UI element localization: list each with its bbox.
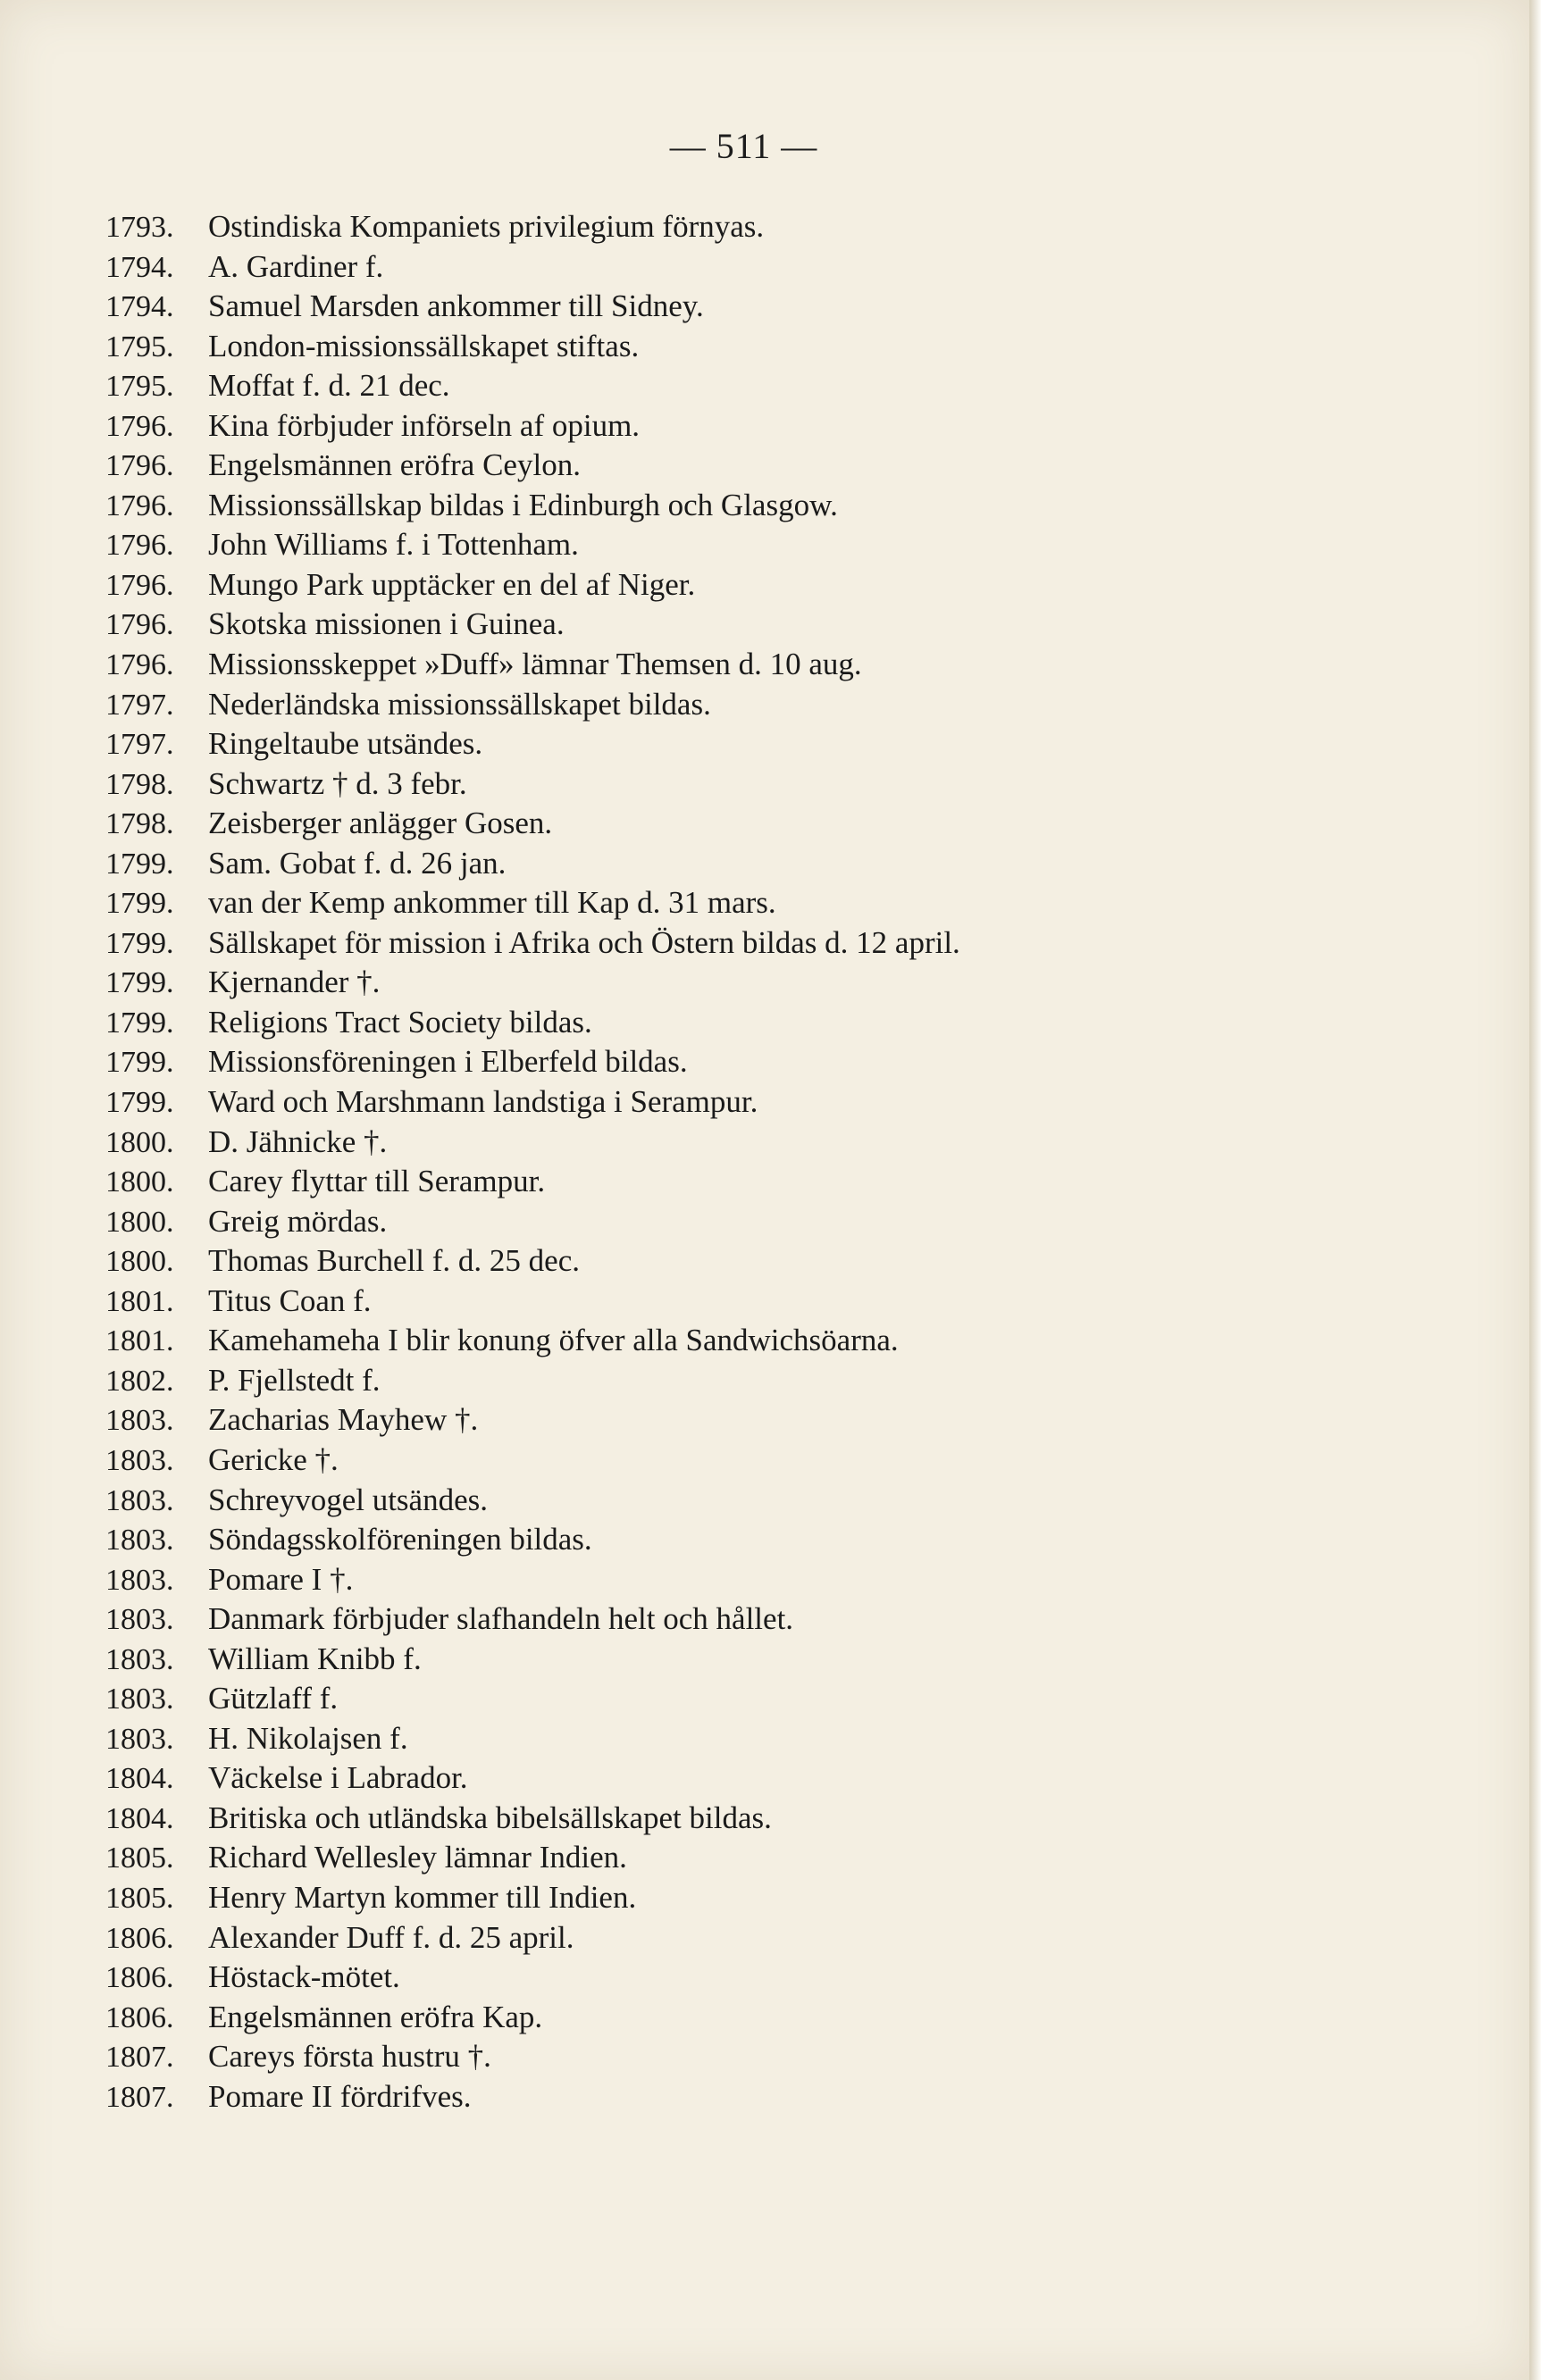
entry-year: 1803. bbox=[105, 1603, 174, 1637]
chronology-entry bbox=[105, 1599, 960, 1640]
entry-text: Gützlaff f. bbox=[208, 1681, 339, 1716]
chronology-entry bbox=[105, 1400, 960, 1441]
chronology-entry bbox=[105, 366, 960, 406]
entry-text: Greig mördas. bbox=[208, 1203, 388, 1239]
entry-year: 1797. bbox=[105, 688, 174, 722]
entry-year: 1794. bbox=[105, 250, 174, 284]
entry-year: 1801. bbox=[105, 1284, 174, 1318]
entry-year: 1794. bbox=[105, 290, 174, 324]
entry-year: 1799. bbox=[105, 926, 174, 960]
chronology-entry bbox=[105, 1640, 960, 1680]
chronology-entry bbox=[105, 1481, 960, 1521]
chronology-entry bbox=[105, 923, 960, 964]
entry-year: 1800. bbox=[105, 1245, 174, 1279]
entry-year: 1807. bbox=[105, 2080, 174, 2114]
chronology-entry bbox=[105, 1003, 960, 1043]
entry-text: Zacharias Mayhew †. bbox=[208, 1402, 479, 1438]
chronology-entry bbox=[105, 1758, 960, 1799]
chronology-entry bbox=[105, 804, 960, 844]
entry-text: P. Fjellstedt f. bbox=[208, 1362, 381, 1398]
chronology-entry bbox=[105, 1282, 960, 1322]
entry-text: John Williams f. i Tottenham. bbox=[208, 527, 579, 563]
entry-year: 1800. bbox=[105, 1125, 174, 1159]
entry-year: 1806. bbox=[105, 1961, 174, 1995]
entry-year: 1797. bbox=[105, 728, 174, 762]
entry-text: Zeisberger anlägger Gosen. bbox=[208, 806, 553, 841]
entry-year: 1795. bbox=[105, 330, 174, 363]
entry-year: 1798. bbox=[105, 807, 174, 841]
entry-year: 1807. bbox=[105, 2041, 174, 2075]
entry-text: Samuel Marsden ankommer till Sidney. bbox=[208, 288, 704, 324]
entry-text: Väckelse i Labrador. bbox=[208, 1760, 468, 1796]
entry-year: 1796. bbox=[105, 568, 174, 602]
chronology-entry bbox=[105, 1958, 960, 1998]
chronology-entry bbox=[105, 685, 960, 725]
entry-text: A. Gardiner f. bbox=[208, 248, 384, 284]
entry-text: Religions Tract Society bildas. bbox=[208, 1004, 592, 1040]
entry-year: 1805. bbox=[105, 1881, 174, 1915]
entry-year: 1800. bbox=[105, 1165, 174, 1199]
entry-year: 1799. bbox=[105, 887, 174, 921]
chronology-entry bbox=[105, 724, 960, 764]
chronology-entry bbox=[105, 287, 960, 327]
entry-text: Moffat f. d. 21 dec. bbox=[208, 368, 450, 404]
entry-text: D. Jähnicke †. bbox=[208, 1123, 388, 1159]
chronology-entry bbox=[105, 1361, 960, 1401]
entry-year: 1796. bbox=[105, 529, 174, 563]
entry-year: 1805. bbox=[105, 1841, 174, 1875]
chronology-entry bbox=[105, 525, 960, 565]
entry-year: 1803. bbox=[105, 1683, 174, 1716]
entry-year: 1800. bbox=[105, 1205, 174, 1239]
entry-text: Kjernander †. bbox=[208, 965, 381, 1000]
entry-year: 1803. bbox=[105, 1483, 174, 1517]
entry-text: Nederländska missionssällskapet bildas. bbox=[208, 686, 711, 722]
entry-year: 1799. bbox=[105, 1086, 174, 1120]
entry-text: London-missionssällskapet stiftas. bbox=[208, 328, 640, 363]
entry-year: 1803. bbox=[105, 1563, 174, 1597]
entry-year: 1796. bbox=[105, 409, 174, 443]
chronology-entry bbox=[105, 1520, 960, 1560]
chronology-entry bbox=[105, 1202, 960, 1242]
entry-text: Carey flyttar till Serampur. bbox=[208, 1164, 546, 1199]
chronology-entry bbox=[105, 207, 960, 247]
chronology-entry bbox=[105, 1878, 960, 1918]
entry-text: Danmark förbjuder slafhandeln helt och hållet. bbox=[208, 1601, 794, 1637]
entry-year: 1804. bbox=[105, 1762, 174, 1796]
entry-text: Kamehameha I blir konung öfver alla Sandwichsöarna. bbox=[208, 1323, 899, 1358]
chronology-entry bbox=[105, 327, 960, 367]
entry-year: 1801. bbox=[105, 1324, 174, 1358]
entry-text: Missionsföreningen i Elberfeld bildas. bbox=[208, 1044, 688, 1080]
chronology-entry bbox=[105, 2037, 960, 2077]
chronology-entry bbox=[105, 1042, 960, 1082]
entry-text: Thomas Burchell f. d. 25 dec. bbox=[208, 1243, 581, 1279]
page-edge bbox=[1529, 0, 1541, 2380]
entry-text: William Knibb f. bbox=[208, 1641, 422, 1676]
entry-text: Pomare I †. bbox=[208, 1561, 354, 1597]
entry-year: 1798. bbox=[105, 767, 174, 801]
chronology-entry bbox=[105, 645, 960, 685]
entry-year: 1796. bbox=[105, 608, 174, 642]
entry-text: Pomare II fördrifves. bbox=[208, 2078, 472, 2114]
entry-text: Söndagsskolföreningen bildas. bbox=[208, 1522, 592, 1557]
entry-text: Schreyvogel utsändes. bbox=[208, 1482, 488, 1517]
entry-text: Missionssällskap bildas i Edinburgh och Glasgow. bbox=[208, 487, 838, 522]
chronology-list bbox=[105, 207, 960, 2117]
chronology-entry bbox=[105, 486, 960, 526]
entry-text: Schwartz † d. 3 febr. bbox=[208, 765, 467, 801]
entry-year: 1806. bbox=[105, 1921, 174, 1955]
entry-year: 1799. bbox=[105, 847, 174, 881]
entry-text: Sam. Gobat f. d. 26 jan. bbox=[208, 845, 507, 881]
entry-year: 1806. bbox=[105, 2000, 174, 2034]
chronology-entry bbox=[105, 1441, 960, 1481]
entry-year: 1802. bbox=[105, 1364, 174, 1398]
entry-text: H. Nikolajsen f. bbox=[208, 1720, 408, 1756]
entry-text: Kina förbjuder införseln af opium. bbox=[208, 407, 641, 443]
entry-text: Ringeltaube utsändes. bbox=[208, 726, 483, 762]
page-number: — 511 — bbox=[669, 126, 818, 166]
chronology-entry bbox=[105, 2077, 960, 2117]
entry-year: 1803. bbox=[105, 1443, 174, 1477]
chronology-entry bbox=[105, 883, 960, 923]
entry-text: Titus Coan f. bbox=[208, 1282, 372, 1318]
chronology-entry bbox=[105, 247, 960, 288]
chronology-entry bbox=[105, 446, 960, 486]
entry-text: Engelsmännen eröfra Ceylon. bbox=[208, 447, 581, 483]
chronology-entry bbox=[105, 1560, 960, 1600]
chronology-entry bbox=[105, 764, 960, 805]
entry-text: Gericke †. bbox=[208, 1441, 339, 1477]
entry-year: 1793. bbox=[105, 211, 174, 244]
entry-text: Ward och Marshmann landstiga i Serampur. bbox=[208, 1084, 758, 1120]
entry-text: Skotska missionen i Guinea. bbox=[208, 606, 565, 642]
chronology-entry bbox=[105, 1799, 960, 1839]
entry-text: Engelsmännen eröfra Kap. bbox=[208, 1999, 543, 2034]
chronology-entry bbox=[105, 1998, 960, 2038]
entry-text: Sällskapet för mission i Afrika och Östern bildas d. 12 april. bbox=[208, 924, 960, 960]
entry-year: 1799. bbox=[105, 966, 174, 1000]
entry-text: Alexander Duff f. d. 25 april. bbox=[208, 1919, 574, 1955]
chronology-entry bbox=[105, 1838, 960, 1878]
chronology-entry bbox=[105, 406, 960, 447]
entry-year: 1796. bbox=[105, 449, 174, 483]
chronology-entry bbox=[105, 565, 960, 605]
entry-year: 1799. bbox=[105, 1006, 174, 1040]
entry-text: Richard Wellesley lämnar Indien. bbox=[208, 1840, 627, 1875]
entry-year: 1803. bbox=[105, 1642, 174, 1676]
chronology-entry bbox=[105, 605, 960, 645]
chronology-entry bbox=[105, 1082, 960, 1123]
entry-year: 1803. bbox=[105, 1524, 174, 1557]
chronology-entry bbox=[105, 1162, 960, 1202]
chronology-entry bbox=[105, 963, 960, 1003]
chronology-entry bbox=[105, 1679, 960, 1719]
entry-year: 1803. bbox=[105, 1404, 174, 1438]
chronology-entry bbox=[105, 1241, 960, 1282]
chronology-entry bbox=[105, 1123, 960, 1163]
entry-text: van der Kemp ankommer till Kap d. 31 mars. bbox=[208, 885, 776, 921]
chronology-entry bbox=[105, 1918, 960, 1958]
entry-text: Höstack-mötet. bbox=[208, 1959, 400, 1995]
entry-text: Britiska och utländska bibelsällskapet bildas. bbox=[208, 1800, 772, 1835]
entry-year: 1795. bbox=[105, 370, 174, 404]
entry-text: Ostindiska Kompaniets privilegium förnyas. bbox=[208, 209, 765, 244]
chronology-entry bbox=[105, 844, 960, 884]
chronology-entry bbox=[105, 1321, 960, 1361]
entry-text: Careys första hustru †. bbox=[208, 2039, 491, 2075]
entry-text: Henry Martyn kommer till Indien. bbox=[208, 1879, 637, 1915]
entry-text: Mungo Park upptäcker en del af Niger. bbox=[208, 566, 696, 602]
entry-year: 1796. bbox=[105, 489, 174, 522]
entry-year: 1799. bbox=[105, 1046, 174, 1080]
entry-year: 1804. bbox=[105, 1801, 174, 1835]
entry-text: Missionsskeppet »Duff» lämnar Themsen d. 10 aug. bbox=[208, 647, 862, 682]
entry-year: 1803. bbox=[105, 1722, 174, 1756]
chronology-entry bbox=[105, 1719, 960, 1759]
entry-year: 1796. bbox=[105, 648, 174, 682]
